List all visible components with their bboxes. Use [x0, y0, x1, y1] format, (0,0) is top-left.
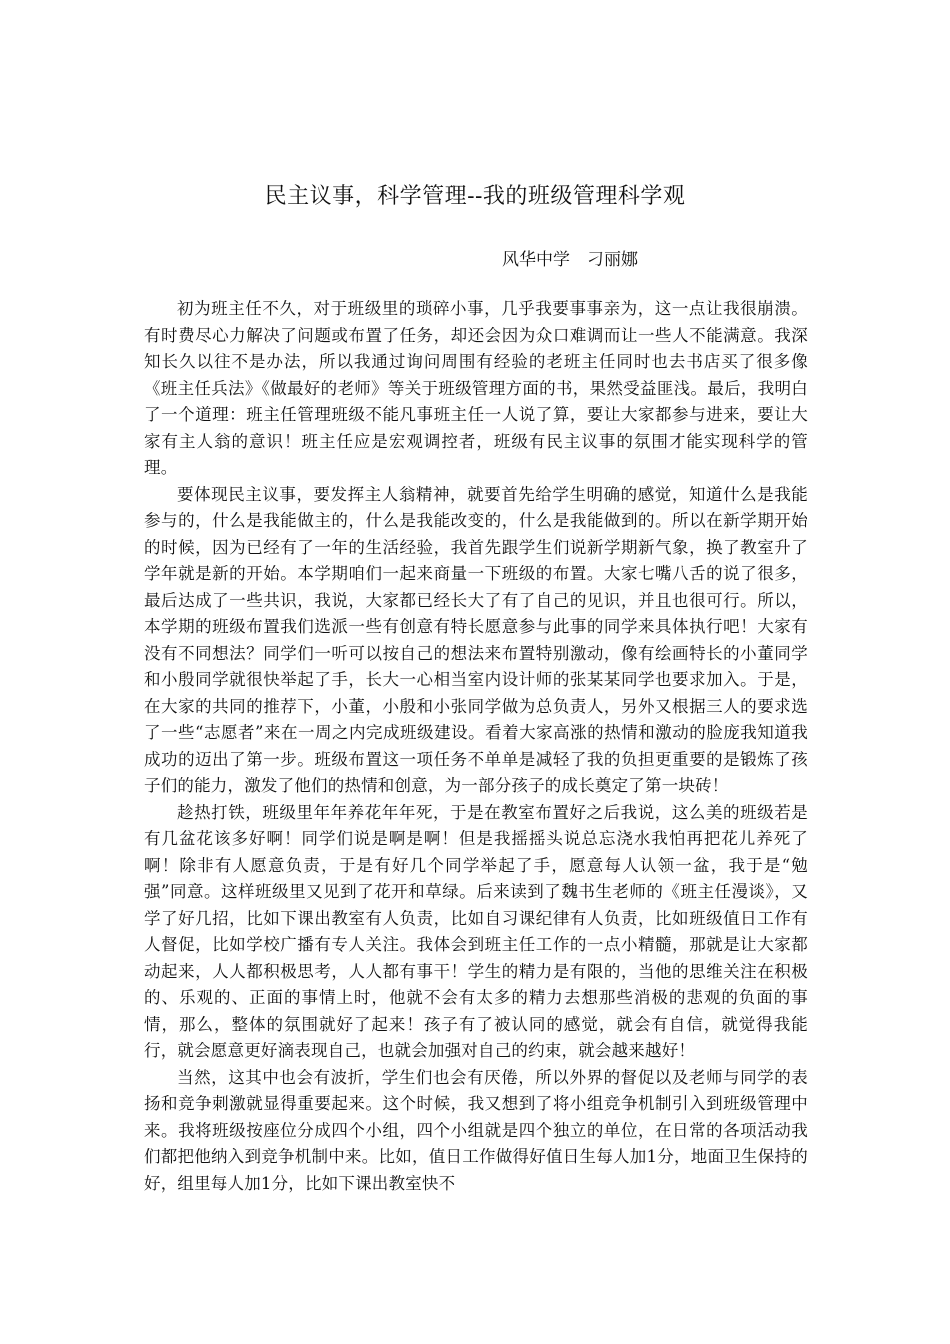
document-title: 民主议事，科学管理--我的班级管理科学观	[264, 184, 686, 209]
document-body	[144, 296, 808, 1326]
paragraph: 趁热打铁，班级里年年养花年年死，于是在教室布置好之后我说，这么美的班级若是有几盆花该多好啊！同学们说是啊是啊！但是我摇摇头说总忘浇水我怕再把花儿养死了啊！除非有人愿意负责，于是有好几个同学举起了手，愿意每人认领一盆，我于是“勉强”同意。这样班级里又见到了花开和草绿。后来读到了魏书生老师的《班主任漫谈》，又学了好几招，比如下课出教室有人负责，比如自习课纪律有人负责，比如班级值日工作有人督促，比如学校广播有专人关注。我体会到班主任工作的一点小精髓，那就是让大家都动起来，人人都积极思考，人人都有事干！学生的精力是有限的，当他的思维关注在积极的、乐观的、正面的事情上时，他就不会有太多的精力去想那些消极的悲观的负面的事情，那么，整体的氛围就好了起来！孩子有了被认同的感觉，就会有自信，就觉得我能行，就会愿意更好滴表现自己，也就会加强对自己的约束，就会越来越好！	[144, 802, 808, 1060]
paragraph: 当然，这其中也会有波折，学生们也会有厌倦，所以外界的督促以及老师与同学的表扬和竞争刺激就显得重要起来。这个时候，我又想到了将小组竞争机制引入到班级管理中来。我将班级按座位分成四个小组，四个小组就是四个独立的单位，在日常的各项活动我们都把他纳入到竞争机制中来。比如，值日工作做得好值日生每人加1分，地面卫生保持的好，组里每人加1分，比如下课出教室快不	[144, 1067, 808, 1193]
paragraph: 要体现民主议事，要发挥主人翁精神，就要首先给学生明确的感觉，知道什么是我能参与的，什么是我能做主的，什么是我能改变的，什么是我能做到的。所以在新学期开始的时候，因为已经有了一年的生活经验，我首先跟学生们说新学期新气象，换了教室升了学年就是新的开始。本学期咱们一起来商量一下班级的布置。大家七嘴八舌的说了很多，最后达成了一些共识，我说，大家都已经长大了有了自己的见识，并且也很可行。所以，本学期的班级布置我们选派一些有创意有特长愿意参与此事的同学来具体执行吧！大家有没有不同想法？同学们一听可以按自己的想法来布置特别激动，像有绘画特长的小董同学和小殷同学就很快举起了手，长大一心相当室内设计师的张某某同学也要求加入。于是，在大家的共同的推荐下，小董，小殷和小张同学做为总负责人，另外又根据三人的要求选了一些“志愿者”来在一周之内完成班级建设。看着大家高涨的热情和激动的脸庞我知道我成功的迈出了第一步。班级布置这一项任务不单单是减轻了我的负担更重要的是锻炼了孩子们的能力，激发了他们的热情和创意，为一部分孩子的成长奠定了第一块砖！	[144, 484, 808, 795]
paragraph: 初为班主任不久，对于班级里的琐碎小事，几乎我要事事亲为，这一点让我很崩溃。有时费尽心力解决了问题或布置了任务，却还会因为众口难调而让一些人不能满意。我深知长久以往不是办法，所以我通过询问周围有经验的老班主任同时也去书店买了很多像《班主任兵法》《做最好的老师》等关于班级管理方面的书，果然受益匪浅。最后，我明白了一个道理：班主任管理班级不能凡事班主任一人说了算，要让大家都参与进来，要让大家有主人翁的意识！班主任应是宏观调控者，班级有民主议事的氛围才能实现科学的管理。	[144, 299, 808, 477]
author-line: 风华中学 刁丽娜	[502, 250, 638, 270]
